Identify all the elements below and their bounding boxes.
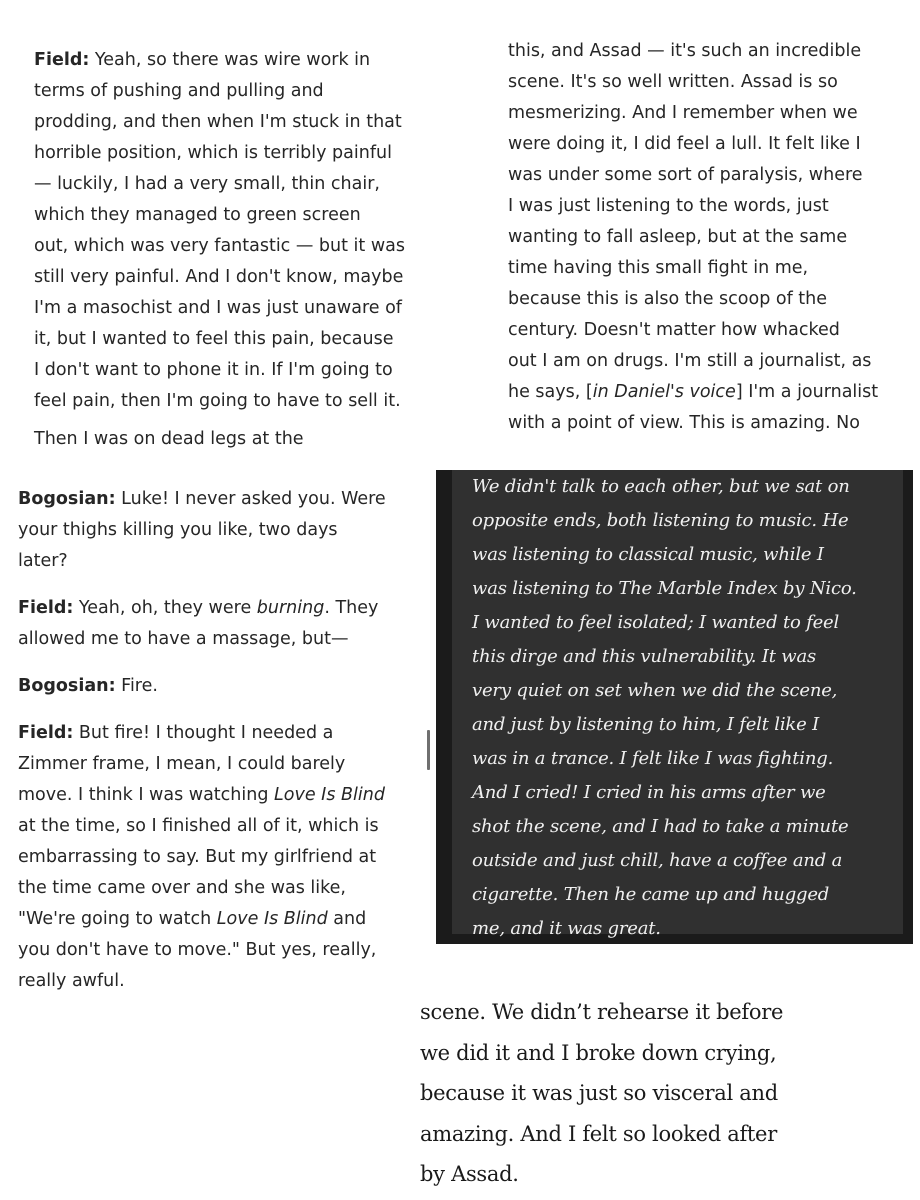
- text-line: was under some sort of paralysis, where: [508, 165, 863, 185]
- quote-line: was listening to classical music, while I: [472, 544, 824, 565]
- text-line: with a point of view. This is amazing. No: [508, 413, 860, 433]
- text-line: [18, 593, 423, 624]
- text-span: But fire! I thought I needed a: [73, 723, 334, 743]
- text-line: I was just listening to the words, just: [508, 196, 829, 216]
- text-line: — luckily, I had a very small, thin chair,: [34, 174, 380, 194]
- text-line: century. Doesn't matter how whacked: [508, 320, 840, 340]
- speaker-label: Bogosian:: [18, 489, 116, 509]
- text-line: [18, 484, 423, 515]
- emphasis-text: burning: [256, 598, 325, 618]
- quote-line: opposite ends, both listening to music. He: [472, 510, 849, 531]
- panel-edge: [436, 470, 452, 944]
- quote-line: was listening to The Marble Index by Nico.: [472, 578, 857, 599]
- text-line: were doing it, I did feel a lull. It felt like I: [508, 134, 861, 154]
- text-span: Yeah, oh, they were: [73, 598, 257, 618]
- text-line: feel pain, then I'm going to have to sell it.: [34, 391, 401, 411]
- speaker-label: Bogosian:: [18, 676, 116, 696]
- quote-text-block: [472, 470, 857, 946]
- stage-direction: in Daniel's voice: [592, 382, 736, 402]
- speaker-label: Field:: [34, 50, 90, 70]
- text-line: Zimmer frame, I mean, I could barely: [18, 754, 346, 774]
- show-title: Love Is Blind: [216, 909, 328, 929]
- quote-line: outside and just chill, have a coffee and a: [472, 850, 843, 871]
- article-excerpt-bottom-right: [420, 992, 910, 1200]
- quote-line: was in a trance. I felt like I was fighting.: [472, 748, 834, 769]
- text-line: [18, 671, 423, 702]
- dialogue-paragraph: [18, 718, 423, 997]
- text-line: scene. It's so well written. Assad is so: [508, 72, 838, 92]
- text-line: terms of pushing and pulling and: [34, 81, 324, 101]
- text-line: you don't have to move." But yes, really,: [18, 940, 377, 960]
- quote-line: And I cried! I cried in his arms after we: [472, 782, 826, 803]
- quote-line: cigarette. Then he came up and hugged: [472, 884, 830, 905]
- text-line: because it was just so visceral and: [420, 1081, 778, 1105]
- text-span: he says, [: [508, 382, 593, 402]
- text-line: scene. We didn’t rehearse it before: [420, 1000, 784, 1024]
- text-span: Luke! I never asked you. Were: [115, 489, 386, 509]
- text-line: which they managed to green screen: [34, 205, 361, 225]
- quote-line: this dirge and this vulnerability. It was: [472, 646, 817, 667]
- text-line: really awful.: [18, 971, 125, 991]
- text-line: [18, 904, 423, 935]
- quote-line: and just by listening to him, I felt like I: [472, 714, 819, 735]
- text-line: [18, 780, 423, 811]
- text-line: horrible position, which is terribly painful: [34, 143, 392, 163]
- text-line: this, and Assad — it's such an incredible: [508, 41, 862, 61]
- text-line: your thighs killing you like, two days: [18, 520, 338, 540]
- interview-excerpt-top-left: [34, 45, 474, 449]
- dialogue-paragraph: [18, 671, 423, 702]
- speaker-label: Field:: [18, 723, 74, 743]
- text-span: and: [327, 909, 367, 929]
- text-line: allowed me to have a massage, but—: [18, 629, 349, 649]
- show-title: Love Is Blind: [274, 785, 385, 805]
- text-span: Fire.: [115, 676, 158, 696]
- clipped-text-line: [34, 424, 429, 449]
- clipped-text: Then I was on dead legs at the: [34, 429, 304, 449]
- text-line: I don't want to phone it in. If I'm going to: [34, 360, 393, 380]
- speaker-label: Field:: [18, 598, 74, 618]
- quote-line: We didn't talk to each other, but we sat on: [472, 476, 850, 497]
- text-line: wanting to fall asleep, but at the same: [508, 227, 848, 247]
- text-line: at the time, so I finished all of it, which is: [18, 816, 379, 836]
- quote-line: very quiet on set when we did the scene,: [472, 680, 838, 701]
- text-line: it, but I wanted to feel this pain, because: [34, 329, 394, 349]
- text-line: [18, 718, 423, 749]
- text-span: "We're going to watch: [18, 909, 217, 929]
- text-span: move. I think I was watching: [18, 785, 275, 805]
- text-line: because this is also the scoop of the: [508, 289, 828, 309]
- text-line: time having this small fight in me,: [508, 258, 809, 278]
- text-line: amazing. And I felt so looked after: [420, 1121, 777, 1146]
- text-line: prodding, and then when I'm stuck in that: [34, 112, 402, 132]
- text-line: embarrassing to say. But my girlfriend at: [18, 847, 377, 867]
- quote-line: I wanted to feel isolated; I wanted to feel: [472, 612, 840, 633]
- scrollbar-thumb[interactable]: [427, 730, 430, 770]
- text-line: [508, 377, 918, 408]
- text-line: by Assad.: [420, 1162, 519, 1186]
- text-line: we did it and I broke down crying,: [420, 1040, 777, 1065]
- text-line: out, which was very fantastic — but it was: [34, 236, 405, 256]
- text-line: still very painful. And I don't know, maybe: [34, 267, 404, 287]
- dialogue-paragraph: [18, 484, 423, 577]
- text-line: mesmerizing. And I remember when we: [508, 103, 858, 123]
- text-span: Yeah, so there was wire work in: [89, 50, 371, 70]
- interview-excerpt-bottom-left: [18, 484, 423, 1024]
- quote-line: me, and it was great.: [472, 918, 661, 939]
- panel-edge: [903, 470, 913, 944]
- text-span: ] I'm a journalist: [735, 382, 879, 402]
- text-line: later?: [18, 551, 68, 571]
- dialogue-paragraph: [18, 593, 423, 655]
- quote-line: shot the scene, and I had to take a minute: [472, 816, 849, 837]
- interview-excerpt-top-right: [508, 36, 918, 436]
- text-line: out I am on drugs. I'm still a journalist, as: [508, 351, 872, 371]
- text-line: the time came over and she was like,: [18, 878, 346, 898]
- text-line: I'm a masochist and I was just unaware of: [34, 298, 402, 318]
- text-line: [34, 45, 474, 76]
- quote-panel-dark: [436, 470, 913, 944]
- text-span: . They: [324, 598, 379, 618]
